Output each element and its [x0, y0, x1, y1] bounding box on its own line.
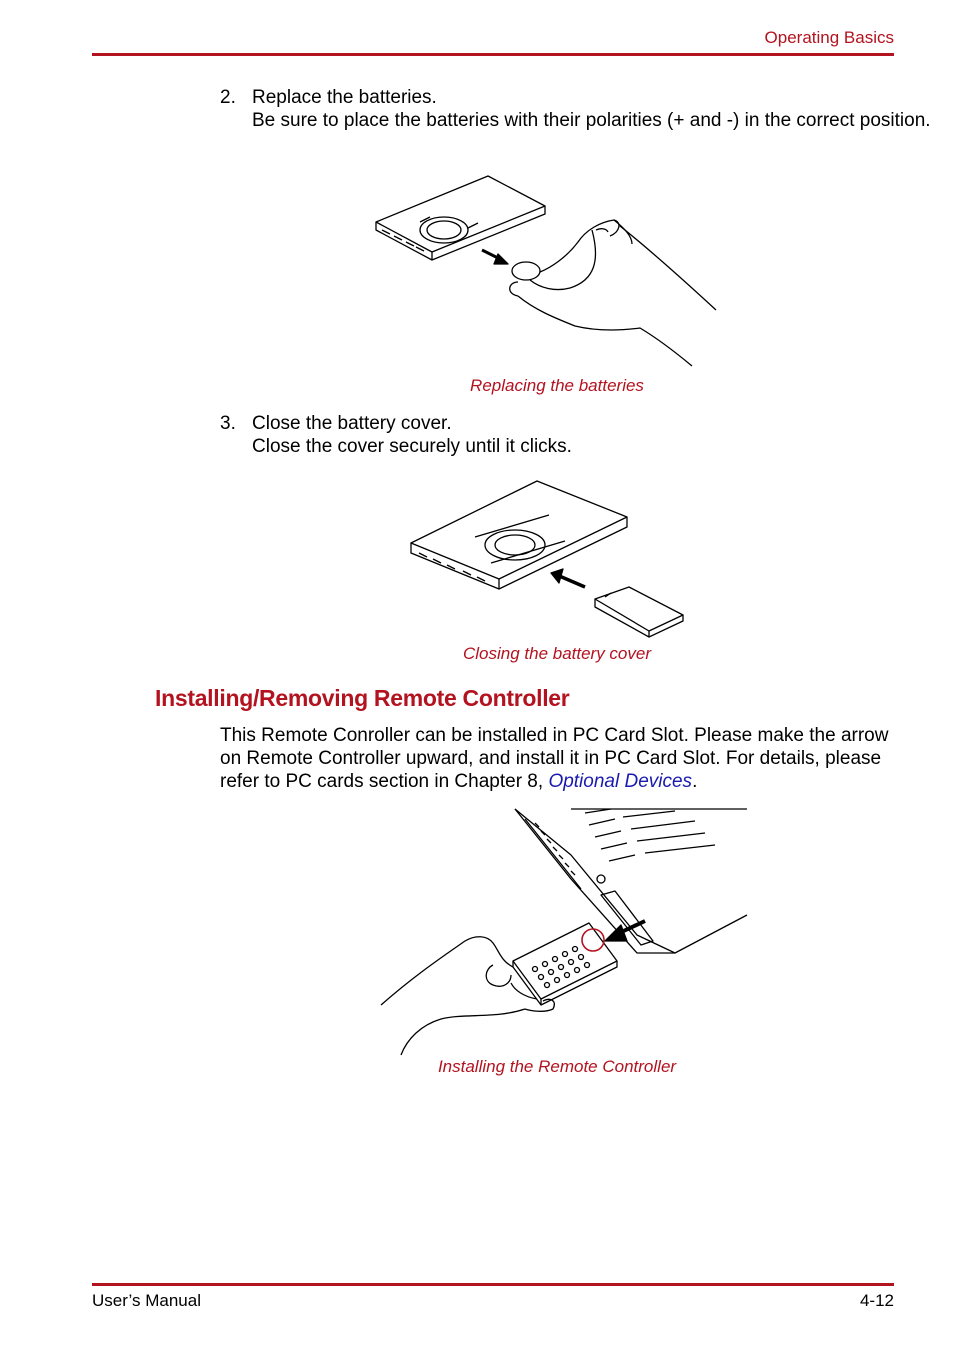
footer-rule [92, 1283, 894, 1286]
closing-cover-illustration [405, 475, 695, 645]
paragraph-text: This Remote Conroller can be installed in PC Card Slot. Please make the arrow on Remote Controller upward, and install it in PC Card Slot. For details, please refer to PC cards section in Chapter 8, [220, 725, 889, 792]
replacing-batteries-illustration [370, 170, 730, 370]
installing-remote-illustration [375, 805, 755, 1060]
paragraph-end: . [692, 771, 698, 792]
step-item [220, 86, 931, 132]
page-number: 4-12 [859, 1291, 894, 1310]
step-item [220, 412, 572, 458]
step-detail: Close the cover securely until it clicks. [252, 436, 572, 457]
running-header: Operating Basics [764, 28, 894, 47]
header-rule [92, 53, 894, 56]
step-number: 3. [220, 413, 236, 434]
step-title: Replace the batteries. [252, 87, 437, 108]
figure-caption: Closing the battery cover [462, 644, 652, 663]
footer-manual-title: User’s Manual [92, 1291, 201, 1310]
step-title: Close the battery cover. [252, 413, 452, 434]
optional-devices-link[interactable]: Optional Devices [548, 771, 693, 792]
step-detail: Be sure to place the batteries with their polarities (+ and -) in the correct position. [252, 110, 931, 131]
body-paragraph [220, 724, 894, 793]
figure-caption: Installing the Remote Controller [437, 1057, 677, 1076]
step-number: 2. [220, 87, 236, 108]
figure-caption: Replacing the batteries [470, 376, 644, 395]
section-heading: Installing/Removing Remote Controller [155, 685, 570, 711]
